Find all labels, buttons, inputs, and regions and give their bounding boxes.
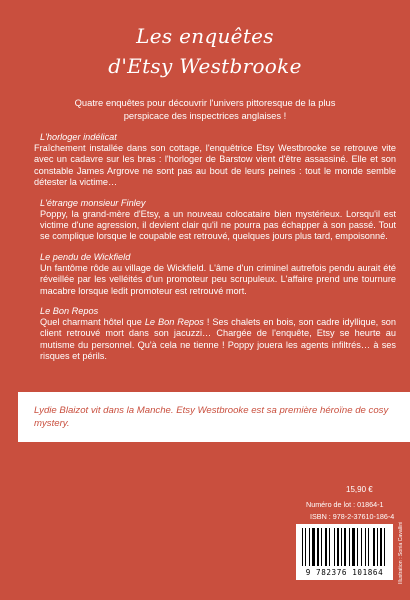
story-text: Poppy, la grand-mère d'Etsy, a un nouveau colocataire bien mystérieux. Lorsqu'il est victime d'une agression, il devient clair qu'il ne pourra pas échapper à son passé. Tout se complique lorsque le coupable est retrouvé, quelques jours plus tard, empoisonné. (40, 208, 396, 242)
author-note-text: Lydie Blaizot vit dans la Manche. Etsy Westbrooke est sa première héroïne de cosy mystery. (34, 405, 389, 429)
story-text-part: ! Ses chalets en bois, son cadre idyllique, son client retrouvé mort dans son jacuzzi… Chargée de l'enquête, Etsy se heurte au mutisme du personnel. Qu'à cela ne tienne ! Poppy jouera les agents infiltrés… à ses risques et périls. (40, 317, 397, 362)
barcode-digits: 9 782376 101864 (305, 568, 384, 577)
story-item (34, 197, 396, 243)
story-text: Un fantôme rôde au village de Wickfield. L'âme d'un criminel autrefois pendu aurait été réveillée par les velléités d'un promoteur peu scrupuleux. L'affaire prend une tournure macabre lorsque ledit promoteur est retrouvé mort. (40, 262, 396, 296)
author-note (18, 392, 410, 442)
book-title-line1: Les enquêtes (136, 24, 274, 48)
story-text (34, 317, 396, 363)
story-title: Le Bon Repos (40, 306, 99, 317)
book-title-line2: d'Etsy Westbrooke (108, 54, 302, 78)
intro-text: Quatre enquêtes pour découvrir l'univers pittoresque de la plus perspicace des inspectrices anglaises ! (74, 97, 336, 121)
story-text-part: Quel charmant hôtel que (40, 317, 145, 328)
story-text: Fraîchement installée dans son cottage, l'enquêtrice Etsy Westbrooke se retrouve vite avec un cadavre sur les bras : l'horloger de Barstow vient d'être assassiné. Elle et son constable James Argrove ne sont pas au bout de leurs peines : tout le monde semble détester la victime… (34, 143, 396, 188)
story-title: L'étrange monsieur Finley (40, 197, 146, 208)
story-item (34, 251, 396, 297)
isbn: ISBN : 978-2-37610-186-4 (310, 512, 395, 521)
story-item (34, 131, 396, 189)
story-list (34, 131, 396, 371)
story-item (34, 305, 396, 363)
hotel-name: Le Bon Repos (144, 317, 204, 328)
lot-number: Numéro de lot : 01864-1 (306, 500, 384, 509)
barcode (296, 524, 393, 580)
story-title: L'horloger indélicat (40, 132, 117, 142)
barcode-bars (302, 528, 387, 568)
price: 15,90 € (346, 485, 373, 494)
story-title: Le pendu de Wickfield (40, 251, 131, 262)
illustration-credit: Illustration : Sonia Cavallini (398, 521, 404, 584)
